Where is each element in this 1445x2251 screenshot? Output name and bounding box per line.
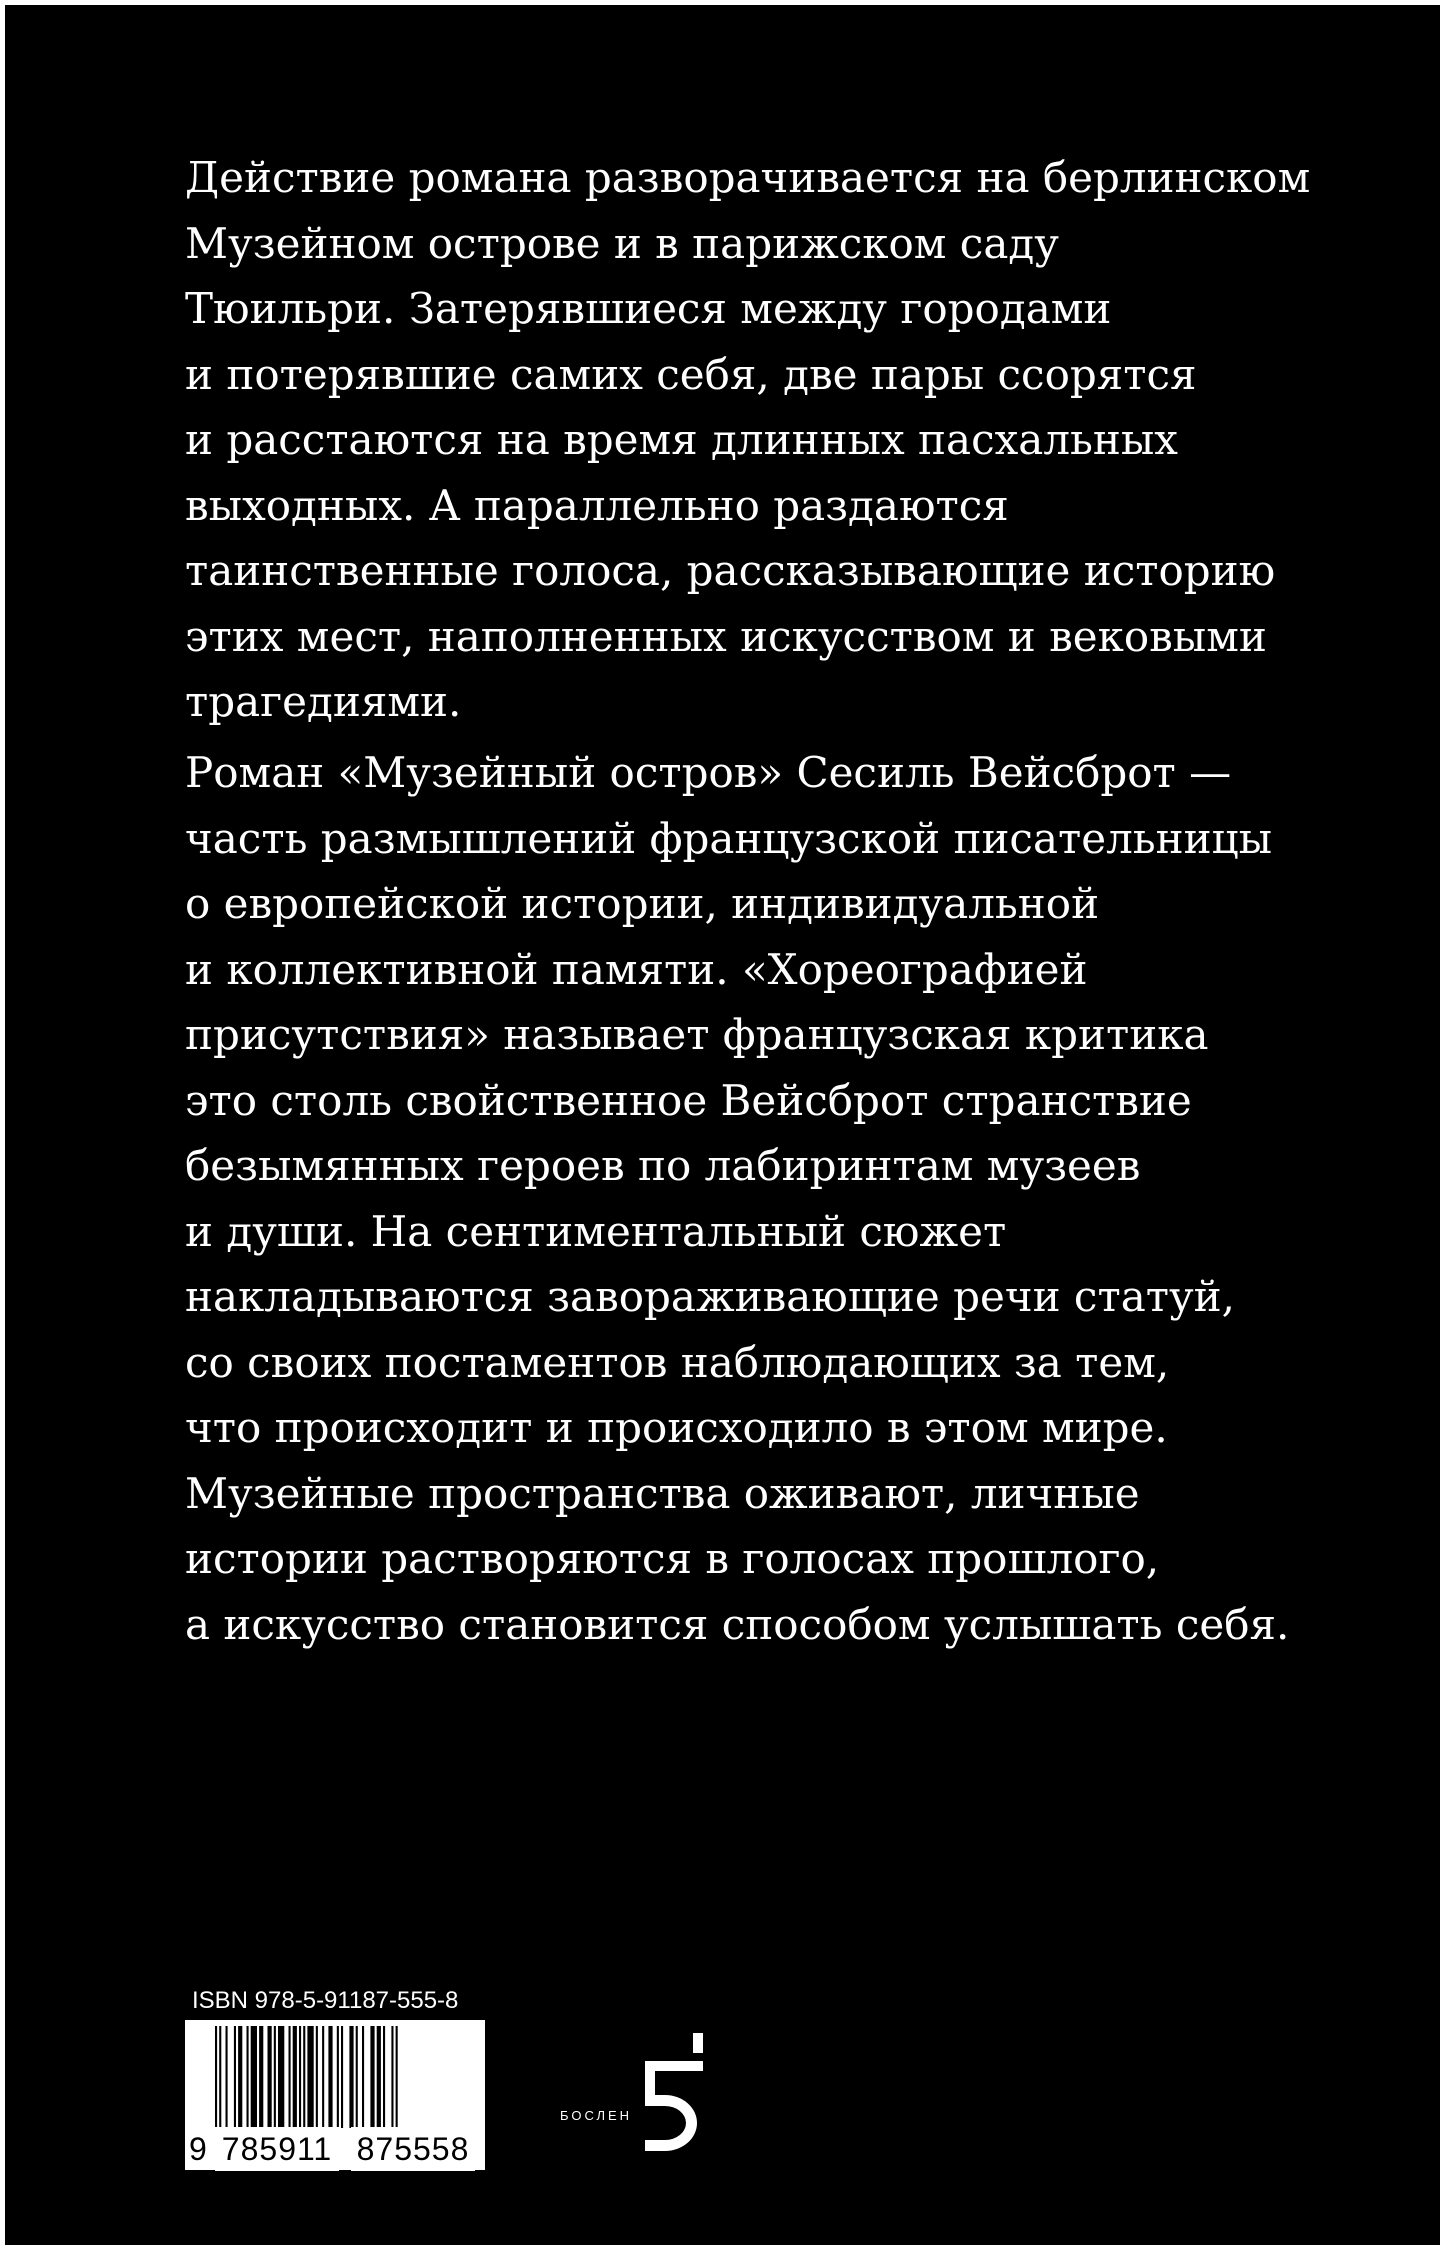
text-line: Тюильри. Затерявшиеся между городами xyxy=(185,284,1112,333)
barcode-bar xyxy=(247,2026,249,2128)
text-line: и расстаются на время длинных пасхальных xyxy=(185,415,1178,464)
text-line: безымянных героев по лабиринтам музеев xyxy=(185,1141,1141,1190)
barcode-bar xyxy=(316,2026,318,2128)
barcode-digit-first: 9 xyxy=(189,2131,207,2167)
text-line: и коллективной памяти. «Хореографией xyxy=(185,944,1088,994)
barcode-bar xyxy=(278,2026,284,2128)
text-line: Музейные пространства оживают, личные xyxy=(185,1468,1140,1518)
text-line: Действие романа разворачивается на берлинском xyxy=(185,153,1311,202)
barcode-bar xyxy=(251,2026,257,2128)
barcode-bar xyxy=(356,2026,358,2128)
barcode-bar xyxy=(274,2026,276,2128)
text-line: таинственные голоса, рассказывающие историю xyxy=(185,546,1276,595)
text-line: выходных. А параллельно раздаются xyxy=(185,480,1009,530)
barcode-bar xyxy=(341,2026,343,2128)
barcode-bar xyxy=(238,2026,242,2128)
barcode-bar xyxy=(268,2026,272,2128)
text-line: часть размышлений французской писательницы xyxy=(185,813,1273,863)
text-line: а искусство становится способом услышать себя. xyxy=(185,1599,1290,1649)
text-line: это столь свойственное Вейсброт странствие xyxy=(185,1075,1192,1125)
text-line: что происходит и происходило в этом мире. xyxy=(185,1403,1168,1452)
isbn-label: ISBN 978-5-91187-555-8 xyxy=(192,1987,459,2014)
barcode-bar xyxy=(383,2026,385,2128)
barcode-bar xyxy=(234,2026,236,2128)
text-line: трагедиями. xyxy=(185,677,462,726)
barcode-bar xyxy=(226,2026,228,2128)
description-paragraph-1 xyxy=(185,145,1335,735)
text-line: со своих постаментов наблюдающих за тем, xyxy=(185,1337,1170,1387)
text-line: этих мест, наполненных искусством и вековыми xyxy=(185,611,1267,661)
text-line: и потерявшие самих себя, две пары ссорятся xyxy=(185,349,1197,399)
barcode-bar xyxy=(349,2026,353,2128)
text-line: присутствия» называет французская критика xyxy=(185,1010,1209,1059)
barcode-digit-group-left: 785911 xyxy=(215,2127,339,2171)
text-line: истории растворяются в голосах прошлого, xyxy=(185,1534,1160,1583)
barcode-bar xyxy=(289,2026,291,2128)
text-line: и души. На сентиментальный сюжет xyxy=(185,1206,1007,1256)
back-cover xyxy=(5,5,1440,2245)
barcode-bar xyxy=(362,2026,364,2128)
barcode-digits xyxy=(185,2127,485,2171)
barcode-bar xyxy=(377,2026,381,2128)
description-paragraph-2 xyxy=(185,740,1335,1657)
text-line: о европейской истории, индивидуальной xyxy=(185,879,1100,928)
publisher-logo-icon xyxy=(645,2033,705,2153)
barcode-bar xyxy=(322,2026,324,2128)
text-line: накладываются завораживающие речи статуй, xyxy=(185,1272,1236,1321)
barcode-bar xyxy=(328,2026,332,2128)
text-line: Музейном острове и в парижском саду xyxy=(185,218,1059,268)
publisher-name: БОСЛЕН xyxy=(560,2108,633,2123)
barcode-bar xyxy=(370,2026,374,2128)
barcode-bar xyxy=(293,2026,297,2128)
barcode-bar xyxy=(337,2026,339,2128)
barcode-bar xyxy=(259,2026,263,2128)
barcode-bar xyxy=(307,2026,313,2128)
barcode-digit-group-right: 875558 xyxy=(351,2127,475,2171)
text-line: Роман «Музейный остров» Сесиль Вейсброт — xyxy=(185,748,1232,797)
